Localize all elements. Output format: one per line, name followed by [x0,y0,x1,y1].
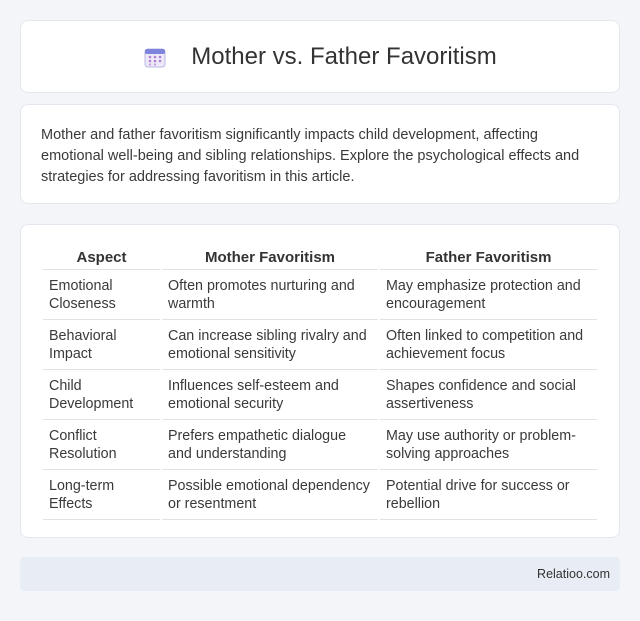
cell-mother: Possible emotional dependency or resentment [162,470,378,520]
header-aspect: Aspect [43,243,160,270]
cell-mother: Prefers empathetic dialogue and understanding [162,420,378,470]
footer-bar [20,557,620,591]
header-father-favoritism: Father Favoritism [380,243,597,270]
cell-mother: Often promotes nurturing and warmth [162,270,378,320]
cell-aspect: Emotional Closeness [43,270,160,320]
cell-father: May use authority or problem-solving approaches [380,420,597,470]
table-row [43,420,597,470]
table-header-row [43,243,597,270]
cell-aspect: Child Development [43,370,160,420]
comparison-table [41,243,599,520]
cell-father: May emphasize protection and encouragement [380,270,597,320]
table-row [43,370,597,420]
cell-aspect: Conflict Resolution [43,420,160,470]
footer-site-link[interactable]: Relatioo.com [537,567,610,581]
page-title: Mother vs. Father Favoritism [191,42,497,70]
cell-father: Potential drive for success or rebellion [380,470,597,520]
intro-text: Mother and father favoritism significantly impacts child development, affecting emotional well-being and sibling relationships. Explore the psychological effects and strategies for addressing favoritism in this article. [41,127,580,185]
table-row [43,320,597,370]
table-row [43,270,597,320]
cell-aspect: Long-term Effects [43,470,160,520]
cell-mother: Influences self-esteem and emotional security [162,370,378,420]
cell-aspect: Behavioral Impact [43,320,160,370]
cell-father: Shapes confidence and social assertiveness [380,370,597,420]
cell-mother: Can increase sibling rivalry and emotional sensitivity [162,320,378,370]
header-mother-favoritism: Mother Favoritism [162,243,378,270]
table-row [43,470,597,520]
cell-father: Often linked to competition and achievement focus [380,320,597,370]
header-card [20,20,620,93]
comparison-table-card [20,224,620,538]
intro-card [20,104,620,204]
calendar-icon [143,45,167,69]
